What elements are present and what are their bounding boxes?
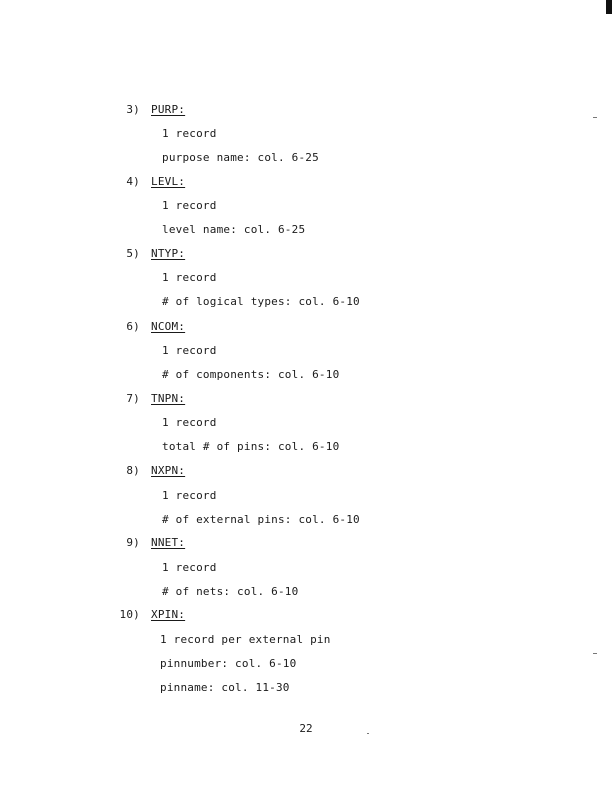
section-heading: NXPN: [151,464,186,477]
section-heading: PURP: [151,103,186,116]
section-line: pinnumber: col. 6-10 [160,657,297,670]
section-number: 10) [119,608,140,621]
section-line: level name: col. 6-25 [162,223,306,236]
section-line: purpose name: col. 6-25 [162,151,319,164]
section-line: 1 record [162,416,217,429]
section-line: 1 record per external pin [160,633,331,646]
section-line: 1 record [162,271,217,284]
section-line: 1 record [162,344,217,357]
section-number: 8) [126,464,140,477]
section-number: 6) [126,320,140,333]
section-line: total # of pins: col. 6-10 [162,440,340,453]
section-line: # of logical types: col. 6-10 [162,295,360,308]
corner-registration-mark [606,0,612,14]
section-heading: LEVL: [151,175,186,188]
section-line: # of external pins: col. 6-10 [162,513,360,526]
section-heading: XPIN: [151,608,186,621]
section-number: 7) [126,392,140,405]
section-line: 1 record [162,199,217,212]
section-line: # of components: col. 6-10 [162,368,340,381]
section-line: 1 record [162,561,217,574]
section-line: 1 record [162,127,217,140]
scan-mark [593,653,597,654]
section-heading: TNPN: [151,392,186,405]
section-number: 5) [126,247,140,260]
scan-mark [593,117,597,118]
section-line: pinname: col. 11-30 [160,681,290,694]
section-heading: NCOM: [151,320,186,333]
section-heading: NTYP: [151,247,186,260]
section-line: 1 record [162,489,217,502]
section-line: # of nets: col. 6-10 [162,585,299,598]
section-number: 9) [126,536,140,549]
section-heading: NNET: [151,536,186,549]
section-number: 4) [126,175,140,188]
section-number: 3) [126,103,140,116]
page-number: 22 [299,722,313,735]
